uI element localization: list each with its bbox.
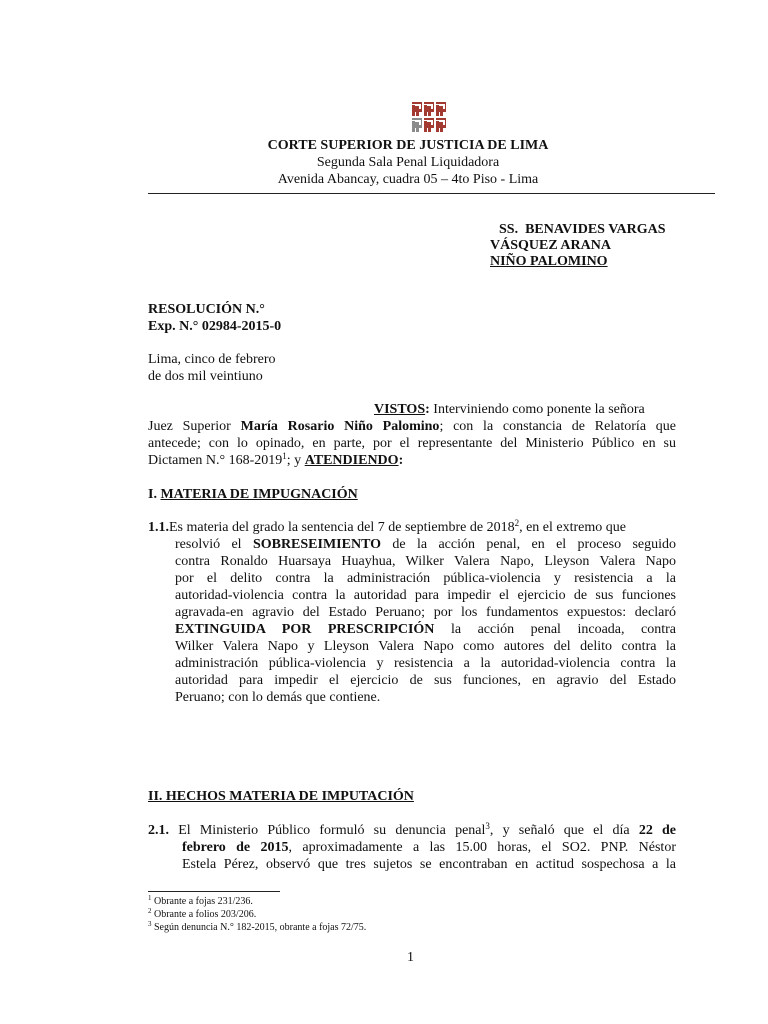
- s1-line-2: [175, 536, 676, 553]
- s1-line-10: autoridad para impedir el ejercicio de sus funciones, en agravio del Estado: [175, 673, 676, 688]
- s1-line-11: Peruano; con lo demás que contiene.: [175, 690, 381, 705]
- court-sala: Segunda Sala Penal Liquidadora: [316, 155, 500, 170]
- judge-1: [499, 221, 666, 238]
- footnote-ref-2: 2: [514, 518, 520, 528]
- footnote-2-text: Obrante a folios 203/206.: [151, 909, 257, 920]
- date-line-1: Lima, cinco de febrero: [148, 352, 276, 367]
- footnote-3-number: 3: [148, 920, 152, 928]
- atendiendo-colon: :: [398, 453, 404, 468]
- footnote-1: [148, 896, 253, 908]
- atendiendo-keyword: ATENDIENDO: [304, 453, 399, 468]
- paragraph-number-1-1: 1.1.: [148, 520, 169, 535]
- s1-text-2c: de la acción penal, en el proceso seguido: [381, 537, 676, 552]
- expedient-number: Exp. N.° 02984-2015-0: [148, 319, 282, 334]
- header-divider: [148, 193, 715, 194]
- s2-text-2b: , aproximadamente a las 15.00 horas, el SO2. PNP. Néstor: [288, 840, 676, 855]
- s1-text-1a: Es materia del grado la sentencia del 7 de septiembre de 2018: [169, 520, 515, 535]
- date-22-keyword: 22 de: [638, 823, 677, 838]
- logo-glyph: [424, 102, 434, 116]
- section-1-heading: [148, 486, 358, 503]
- s1-line-8: Wilker Valera Napo y Lleyson Valera Napo como autores del delito contra la: [175, 639, 676, 654]
- footnote-1-text: Obrante a fojas 231/236.: [151, 896, 253, 907]
- s2-line-2: [182, 839, 676, 856]
- extinguida-keyword: EXTINGUIDA POR PRESCRIPCIÓN: [175, 622, 435, 637]
- court-name: CORTE SUPERIOR DE JUSTICIA DE LIMA: [267, 138, 549, 153]
- resolution-label: RESOLUCIÓN N.°: [148, 302, 265, 317]
- vistos-text-2a: Juez Superior: [148, 419, 241, 434]
- vistos-line-3: antecede; con lo opinado, en parte, por el representante del Ministerio Público en su: [148, 436, 676, 451]
- s1-text-2a: resolvió el: [175, 537, 253, 552]
- vistos-text-1: Interviniendo como ponente la señora: [429, 402, 645, 417]
- ponente-judge: María Rosario Niño Palomino: [240, 419, 440, 434]
- date-line-2: de dos mil veintiuno: [148, 369, 263, 384]
- s1-line-6: agravada-en agravio del Estado Peruano; por los fundamentos expuestos: declaró: [175, 605, 676, 620]
- s1-line-3: contra Ronaldo Huarsaya Huayhua, Wilker Valera Napo, Lleyson Valera Napo: [175, 554, 676, 569]
- section-2-heading: II. HECHOS MATERIA DE IMPUTACIÓN: [148, 789, 414, 804]
- s2-line-1: [148, 822, 676, 839]
- footnote-ref-1: 1: [282, 451, 287, 461]
- logo-glyph: [424, 118, 434, 132]
- logo-glyph: [412, 118, 422, 132]
- footnote-3-text: Según denuncia N.° 182-2015, obrante a fojas 72/75.: [151, 922, 367, 933]
- court-logo-icon: [412, 102, 448, 134]
- s2-text-1b: , y señaló que el día: [489, 823, 639, 838]
- vistos-text-2b: ; con la constancia de Relatoría que: [439, 419, 677, 434]
- footnote-2-number: 2: [148, 907, 152, 915]
- footnote-1-number: 1: [148, 894, 152, 902]
- page-number: 1: [407, 950, 414, 965]
- vistos-line-1: [374, 401, 645, 418]
- section-1-title: MATERIA DE IMPUGNACIÓN: [160, 487, 358, 502]
- s2-text-1a: El Ministerio Público formuló su denuncia penal: [169, 823, 486, 838]
- vistos-colon: :: [425, 402, 430, 417]
- s1-text-7b: la acción penal incoada, contra: [434, 622, 677, 637]
- vistos-text-4b: ; y: [286, 453, 305, 468]
- judge-2: VÁSQUEZ ARANA: [490, 238, 611, 253]
- footnote-ref-3: 3: [485, 821, 490, 831]
- date-feb-2015-keyword: febrero de 2015: [182, 840, 289, 855]
- sobreseimiento-keyword: SOBRESEIMIENTO: [252, 537, 382, 552]
- vistos-line-2: [148, 418, 676, 435]
- s1-line-7: [175, 621, 676, 638]
- judges-prefix: SS.: [499, 222, 519, 237]
- judge-3: NIÑO PALOMINO: [490, 254, 608, 269]
- vistos-line-4: [148, 452, 403, 469]
- section-1-number: I.: [148, 487, 161, 502]
- logo-glyph: [436, 118, 446, 132]
- paragraph-number-2-1: 2.1.: [148, 823, 169, 838]
- vistos-text-4a: Dictamen N.° 168-2019: [148, 453, 283, 468]
- s2-line-3: Estela Pérez, observó que tres sujetos se encontraban en actitud sospechosa a la: [182, 857, 676, 872]
- vistos-keyword: VISTOS: [374, 402, 426, 417]
- footnote-2: [148, 909, 256, 921]
- logo-glyph: [412, 102, 422, 116]
- s1-line-1: [148, 519, 626, 536]
- s1-line-9: administración pública-violencia y resistencia a la autoridad-violencia contra la: [175, 656, 676, 671]
- logo-glyph: [436, 102, 446, 116]
- s1-line-5: autoridad-violencia contra la autoridad para impedir el ejercicio de sus funciones: [175, 588, 676, 603]
- footnote-separator: [148, 891, 280, 892]
- court-address: Avenida Abancay, cuadra 05 – 4to Piso - Lima: [277, 172, 539, 187]
- judge-1-name: BENAVIDES VARGAS: [525, 222, 666, 237]
- s1-text-1b: , en el extremo que: [519, 520, 626, 535]
- s1-line-4: por el delito contra la administración pública-violencia y resistencia a la: [175, 571, 676, 586]
- footnote-3: [148, 922, 366, 934]
